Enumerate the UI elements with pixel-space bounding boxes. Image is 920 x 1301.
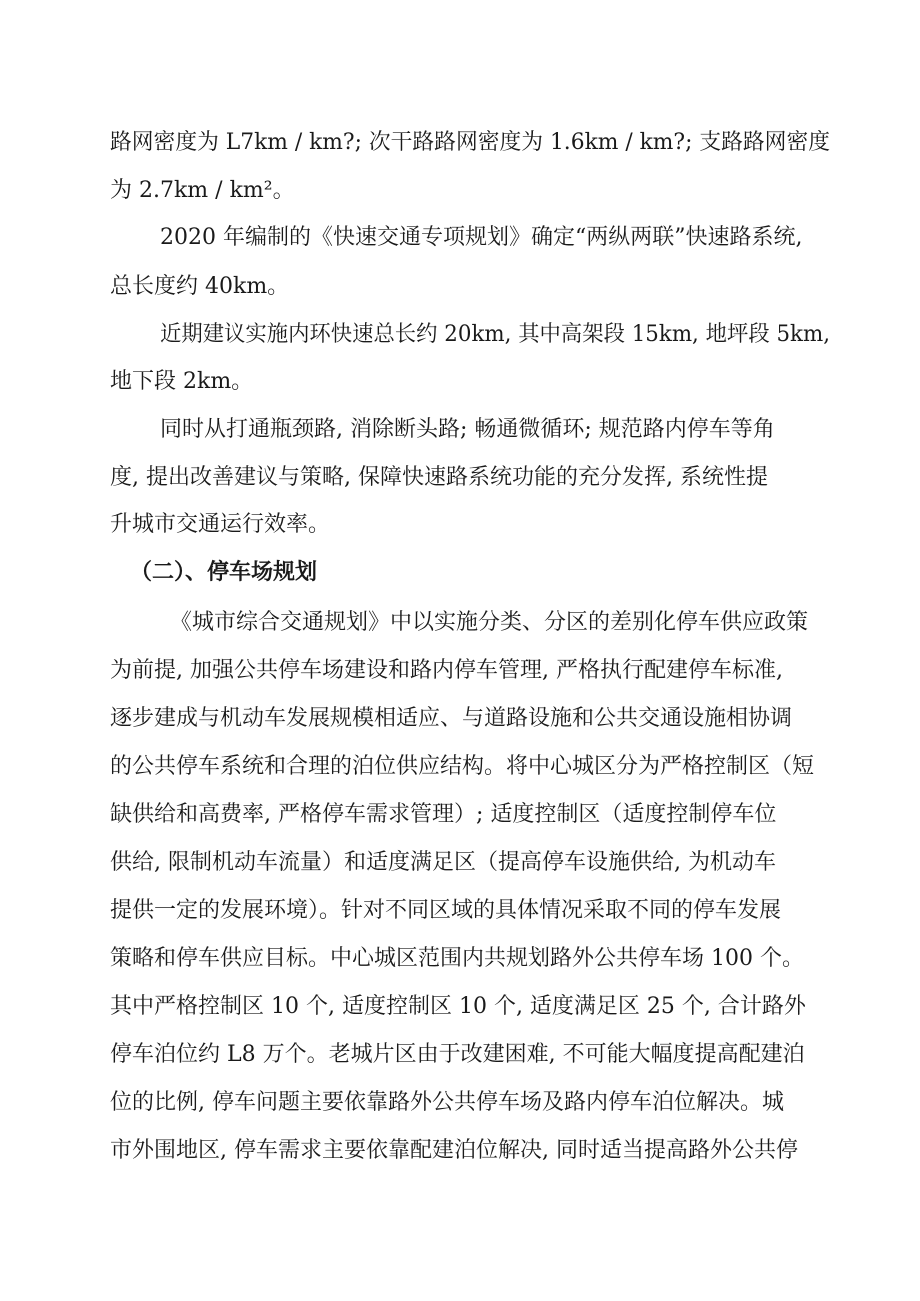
paragraph-5-line-6: 供给, 限制机动车流量）和适度满足区（提高停车设施供给, 为机动车 bbox=[110, 850, 776, 875]
paragraph-5-line-11: 位的比例, 停车问题主要依靠路外公共停车场及路内停车泊位解决。城 bbox=[110, 1090, 784, 1115]
paragraph-3-line-2: 地下段 2km。 bbox=[110, 369, 254, 394]
paragraph-2-line-1: 2020 年编制的《快速交通专项规划》确定“两纵两联”快速路系统, bbox=[160, 225, 803, 250]
paragraph-4-line-1: 同时从打通瓶颈路, 消除断头路; 畅通微循环; 规范路内停车等角 bbox=[160, 417, 775, 442]
paragraph-5-line-9: 其中严格控制区 10 个, 适度控制区 10 个, 适度满足区 25 个, 合计路外 bbox=[110, 994, 806, 1019]
paragraph-1-line-2: 为 2.7km / km²。 bbox=[110, 178, 295, 203]
paragraph-5-line-4: 的公共停车系统和合理的泊位供应结构。将中心城区分为严格控制区（短 bbox=[110, 754, 815, 779]
paragraph-5-line-5: 缺供给和高费率, 严格停车需求管理）; 适度控制区（适度控制停车位 bbox=[110, 802, 777, 827]
paragraph-5-line-1: 《城市综合交通规划》中以实施分类、分区的差别化停车供应政策 bbox=[170, 610, 809, 635]
paragraph-2-line-2: 总长度约 40km。 bbox=[110, 274, 290, 299]
paragraph-5-line-7: 提供一定的发展环境）。针对不同区域的具体情况采取不同的停车发展 bbox=[110, 898, 782, 923]
paragraph-4-line-2: 度, 提出改善建议与策略, 保障快速路系统功能的充分发挥, 系统性提 bbox=[110, 465, 768, 490]
paragraph-3-line-1: 近期建议实施内环快速总长约 20km, 其中高架段 15km, 地坪段 5km, bbox=[160, 322, 830, 347]
paragraph-5-line-3: 逐步建成与机动车发展规模相适应、与道路设施和公共交通设施相协调 bbox=[110, 706, 793, 731]
paragraph-5-line-8: 策略和停车供应目标。中心城区范围内共规划路外公共停车场 100 个。 bbox=[110, 946, 804, 971]
section-heading: （二）、停车场规划 bbox=[130, 560, 318, 585]
paragraph-4-line-3: 升城市交通运行效率。 bbox=[110, 512, 331, 537]
paragraph-1-line-1: 路网密度为 L7km / km?; 次干路路网密度为 1.6km / km?; 支路路网密度 bbox=[110, 130, 830, 155]
paragraph-5-line-10: 停车泊位约 L8 万个。老城片区由于改建困难, 不可能大幅度提高配建泊 bbox=[110, 1042, 805, 1067]
paragraph-5-line-2: 为前提, 加强公共停车场建设和路内停车管理, 严格执行配建停车标准, bbox=[110, 658, 783, 683]
paragraph-5-line-12: 市外围地区, 停车需求主要依靠配建泊位解决, 同时适当提高路外公共停 bbox=[110, 1138, 798, 1163]
